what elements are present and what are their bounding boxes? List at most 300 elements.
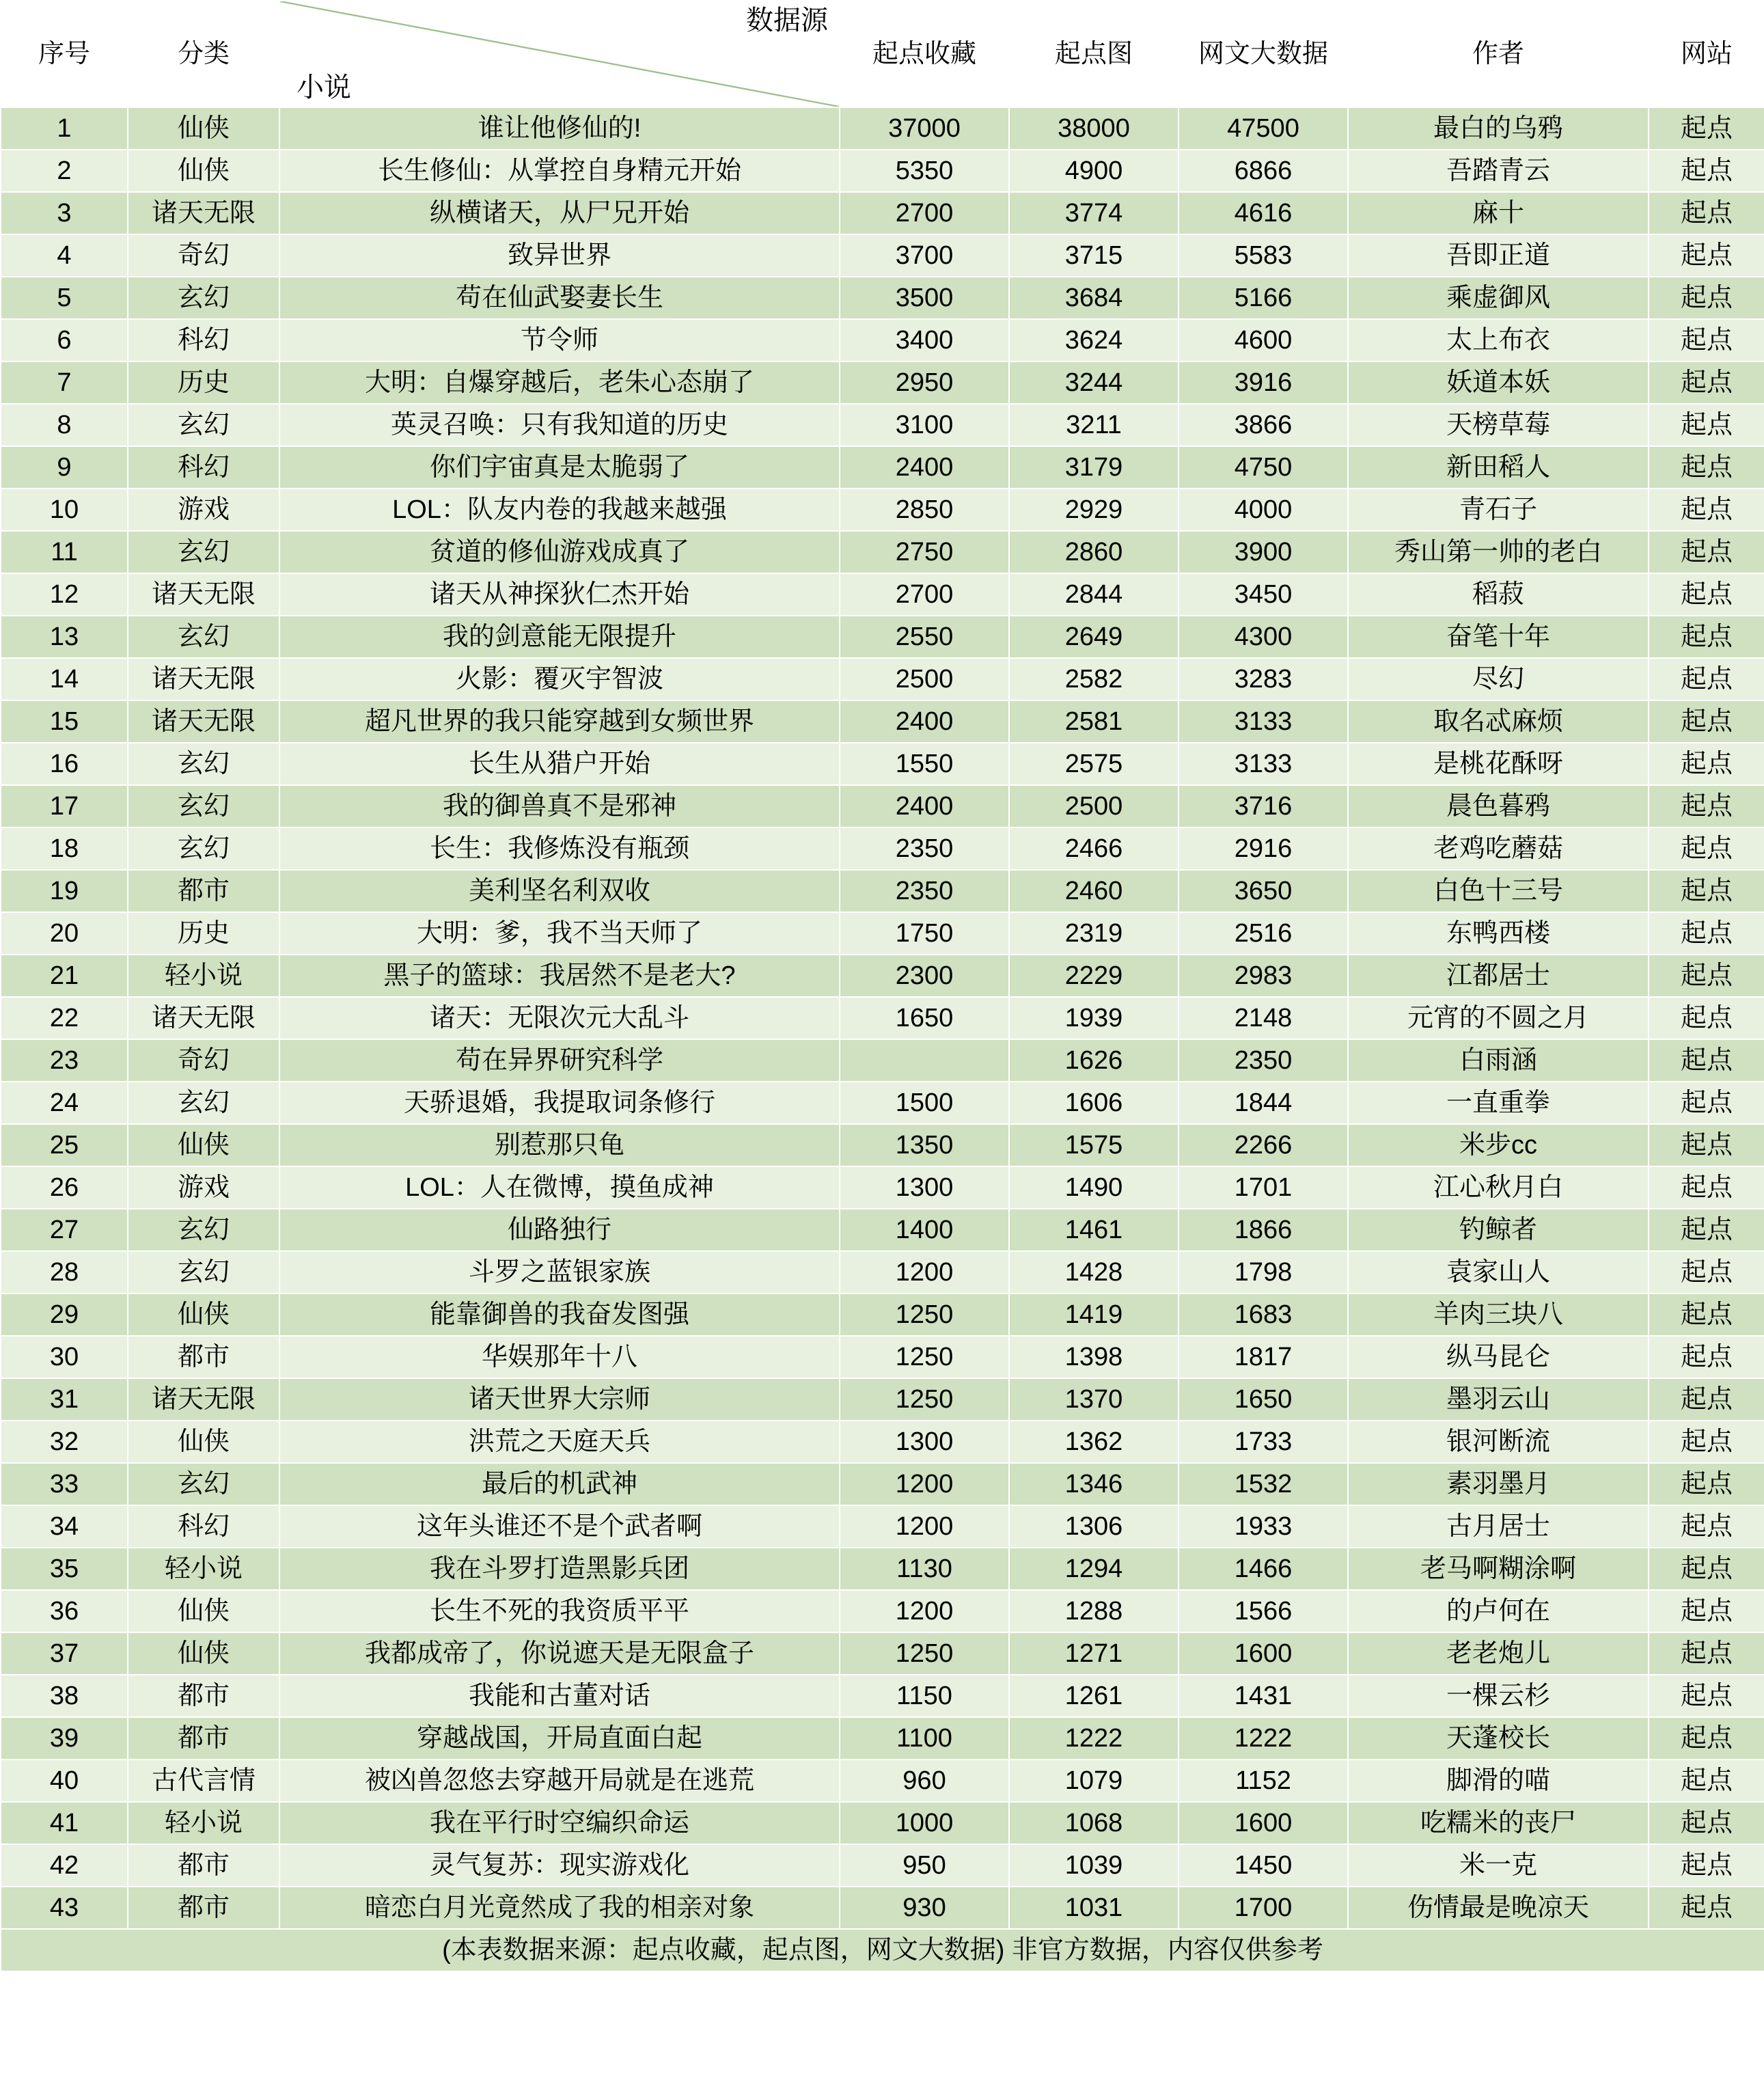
cell-author: 的卢何在: [1348, 1590, 1649, 1632]
cell-webnovel-bigdata: 1866: [1179, 1209, 1348, 1251]
cell-category: 仙侠: [128, 150, 279, 192]
cell-author: 取名忒麻烦: [1348, 700, 1649, 743]
cell-qidian-favorites: 1200: [840, 1251, 1009, 1293]
cell-qidian-chart: 2466: [1009, 827, 1179, 870]
cell-webnovel-bigdata: 2266: [1179, 1124, 1348, 1166]
table-row: [1, 1251, 1764, 1293]
cell-webnovel-bigdata: 1798: [1179, 1251, 1348, 1293]
cell-webnovel-bigdata: 3716: [1179, 785, 1348, 827]
cell-qidian-chart: 1031: [1009, 1887, 1179, 1929]
cell-author: 素羽墨月: [1348, 1463, 1649, 1505]
cell-novel-title: 最后的机武神: [279, 1463, 840, 1505]
cell-novel-title: 长生：我修炼没有瓶颈: [279, 827, 840, 870]
cell-index: 35: [1, 1548, 128, 1590]
cell-site: 起点: [1649, 1590, 1764, 1632]
cell-novel-title: 华娱那年十八: [279, 1336, 840, 1378]
header-source-label: 数据源: [746, 5, 828, 36]
cell-index: 1: [1, 107, 128, 150]
table-row: [1, 573, 1764, 616]
cell-webnovel-bigdata: 1701: [1179, 1166, 1348, 1209]
cell-qidian-chart: 4900: [1009, 150, 1179, 192]
cell-site: 起点: [1649, 573, 1764, 616]
column-header-index: 序号: [1, 1, 128, 107]
table-row: [1, 192, 1764, 234]
cell-category: 科幻: [128, 319, 279, 361]
cell-category: 玄幻: [128, 1082, 279, 1124]
cell-category: 古代言情: [128, 1759, 279, 1802]
cell-webnovel-bigdata: 4600: [1179, 319, 1348, 361]
table-row: [1, 361, 1764, 404]
cell-webnovel-bigdata: 1532: [1179, 1463, 1348, 1505]
header-novel-label: 小说: [297, 72, 351, 102]
cell-index: 7: [1, 361, 128, 404]
cell-author: 墨羽云山: [1348, 1378, 1649, 1421]
cell-novel-title: 诸天世界大宗师: [279, 1378, 840, 1421]
footer-row: [1, 1929, 1764, 1971]
cell-novel-title: 诸天从神探狄仁杰开始: [279, 573, 840, 616]
cell-site: 起点: [1649, 1421, 1764, 1463]
cell-qidian-chart: 3715: [1009, 234, 1179, 277]
cell-qidian-chart: 1370: [1009, 1378, 1179, 1421]
cell-qidian-favorites: 1750: [840, 912, 1009, 955]
cell-novel-title: 英灵召唤：只有我知道的历史: [279, 404, 840, 446]
cell-site: 起点: [1649, 1293, 1764, 1336]
cell-index: 37: [1, 1632, 128, 1675]
cell-qidian-favorites: 1250: [840, 1293, 1009, 1336]
cell-category: 科幻: [128, 446, 279, 489]
cell-novel-title: 我都成帝了，你说遮天是无限盒子: [279, 1632, 840, 1675]
table-row: [1, 1082, 1764, 1124]
cell-webnovel-bigdata: 1431: [1179, 1675, 1348, 1717]
table-row: [1, 1675, 1764, 1717]
cell-author: 米步cc: [1348, 1124, 1649, 1166]
cell-site: 起点: [1649, 1802, 1764, 1844]
table-row: [1, 1336, 1764, 1378]
cell-category: 都市: [128, 1717, 279, 1759]
cell-author: 太上布衣: [1348, 319, 1649, 361]
cell-author: 尽幻: [1348, 658, 1649, 700]
cell-category: 仙侠: [128, 1590, 279, 1632]
cell-novel-title: 被凶兽忽悠去穿越开局就是在逃荒: [279, 1759, 840, 1802]
cell-category: 仙侠: [128, 1632, 279, 1675]
cell-category: 诸天无限: [128, 1378, 279, 1421]
cell-webnovel-bigdata: 1566: [1179, 1590, 1348, 1632]
cell-novel-title: 洪荒之天庭天兵: [279, 1421, 840, 1463]
cell-site: 起点: [1649, 1166, 1764, 1209]
cell-index: 27: [1, 1209, 128, 1251]
cell-index: 38: [1, 1675, 128, 1717]
cell-category: 玄幻: [128, 616, 279, 658]
cell-novel-title: 黑子的篮球：我居然不是老大?: [279, 955, 840, 997]
cell-qidian-favorites: 37000: [840, 107, 1009, 150]
cell-qidian-favorites: 1250: [840, 1336, 1009, 1378]
cell-index: 23: [1, 1039, 128, 1082]
cell-site: 起点: [1649, 955, 1764, 997]
cell-site: 起点: [1649, 1209, 1764, 1251]
cell-webnovel-bigdata: 2983: [1179, 955, 1348, 997]
cell-novel-title: 纵横诸天，从尸兄开始: [279, 192, 840, 234]
cell-author: 脚滑的喵: [1348, 1759, 1649, 1802]
cell-qidian-chart: 2860: [1009, 531, 1179, 573]
cell-author: 老马啊糊涂啊: [1348, 1548, 1649, 1590]
cell-qidian-favorites: 5350: [840, 150, 1009, 192]
cell-webnovel-bigdata: 4616: [1179, 192, 1348, 234]
cell-qidian-favorites: 2950: [840, 361, 1009, 404]
table-footer: [1, 1929, 1764, 1971]
table-row: [1, 785, 1764, 827]
cell-novel-title: 斗罗之蓝银家族: [279, 1251, 840, 1293]
column-header-author: 作者: [1348, 1, 1649, 107]
cell-qidian-chart: 2581: [1009, 700, 1179, 743]
cell-webnovel-bigdata: 1466: [1179, 1548, 1348, 1590]
cell-qidian-favorites: 3500: [840, 277, 1009, 319]
cell-webnovel-bigdata: 4000: [1179, 489, 1348, 531]
header-row: [1, 1, 1764, 107]
cell-qidian-chart: 1398: [1009, 1336, 1179, 1378]
cell-novel-title: 我能和古董对话: [279, 1675, 840, 1717]
cell-novel-title: 能靠御兽的我奋发图强: [279, 1293, 840, 1336]
cell-qidian-chart: 1079: [1009, 1759, 1179, 1802]
cell-webnovel-bigdata: 1152: [1179, 1759, 1348, 1802]
cell-author: 白色十三号: [1348, 870, 1649, 912]
table-row: [1, 658, 1764, 700]
cell-novel-title: 大明：自爆穿越后，老朱心态崩了: [279, 361, 840, 404]
cell-novel-title: 贫道的修仙游戏成真了: [279, 531, 840, 573]
table-row: [1, 1632, 1764, 1675]
cell-site: 起点: [1649, 489, 1764, 531]
cell-author: 白雨涵: [1348, 1039, 1649, 1082]
cell-novel-title: 超凡世界的我只能穿越到女频世界: [279, 700, 840, 743]
cell-site: 起点: [1649, 192, 1764, 234]
cell-novel-title: 苟在异界研究科学: [279, 1039, 840, 1082]
cell-qidian-favorites: 950: [840, 1844, 1009, 1887]
cell-author: 麻十: [1348, 192, 1649, 234]
cell-index: 26: [1, 1166, 128, 1209]
cell-webnovel-bigdata: 1600: [1179, 1802, 1348, 1844]
cell-qidian-chart: 2500: [1009, 785, 1179, 827]
cell-novel-title: 暗恋白月光竟然成了我的相亲对象: [279, 1887, 840, 1929]
cell-qidian-favorites: 2400: [840, 446, 1009, 489]
cell-category: 轻小说: [128, 1802, 279, 1844]
table-row: [1, 319, 1764, 361]
cell-qidian-chart: 1419: [1009, 1293, 1179, 1336]
cell-qidian-chart: 2649: [1009, 616, 1179, 658]
cell-category: 诸天无限: [128, 573, 279, 616]
cell-index: 11: [1, 531, 128, 573]
cell-qidian-chart: 2582: [1009, 658, 1179, 700]
cell-site: 起点: [1649, 1378, 1764, 1421]
cell-index: 21: [1, 955, 128, 997]
table-row: [1, 870, 1764, 912]
table-row: [1, 955, 1764, 997]
cell-qidian-favorites: 3400: [840, 319, 1009, 361]
cell-qidian-chart: 1288: [1009, 1590, 1179, 1632]
cell-author: 新田稻人: [1348, 446, 1649, 489]
table-row: [1, 1378, 1764, 1421]
table-row: [1, 1209, 1764, 1251]
cell-qidian-favorites: 1100: [840, 1717, 1009, 1759]
cell-index: 16: [1, 743, 128, 785]
cell-novel-title: 节令师: [279, 319, 840, 361]
table-row: [1, 531, 1764, 573]
cell-qidian-favorites: 3100: [840, 404, 1009, 446]
cell-category: 诸天无限: [128, 700, 279, 743]
cell-author: 吾踏青云: [1348, 150, 1649, 192]
cell-novel-title: 我的御兽真不是邪神: [279, 785, 840, 827]
cell-category: 历史: [128, 361, 279, 404]
cell-index: 29: [1, 1293, 128, 1336]
cell-category: 历史: [128, 912, 279, 955]
cell-novel-title: 致异世界: [279, 234, 840, 277]
cell-novel-title: 天骄退婚，我提取词条修行: [279, 1082, 840, 1124]
cell-novel-title: 火影：覆灭宇智波: [279, 658, 840, 700]
column-header-qidian-chart: 起点图: [1009, 1, 1179, 107]
cell-qidian-chart: 2929: [1009, 489, 1179, 531]
cell-category: 都市: [128, 1675, 279, 1717]
cell-site: 起点: [1649, 785, 1764, 827]
cell-qidian-chart: 1490: [1009, 1166, 1179, 1209]
table-row: [1, 1293, 1764, 1336]
cell-author: 吾即正道: [1348, 234, 1649, 277]
cell-category: 玄幻: [128, 785, 279, 827]
cell-webnovel-bigdata: 3650: [1179, 870, 1348, 912]
cell-index: 31: [1, 1378, 128, 1421]
cell-category: 玄幻: [128, 1463, 279, 1505]
cell-qidian-favorites: 1250: [840, 1632, 1009, 1675]
cell-site: 起点: [1649, 1505, 1764, 1548]
table-row: [1, 234, 1764, 277]
cell-category: 玄幻: [128, 404, 279, 446]
cell-author: 老老炮儿: [1348, 1632, 1649, 1675]
cell-qidian-favorites: 3700: [840, 234, 1009, 277]
cell-category: 科幻: [128, 1505, 279, 1548]
cell-category: 轻小说: [128, 1548, 279, 1590]
cell-category: 游戏: [128, 1166, 279, 1209]
cell-author: 老鸡吃蘑菇: [1348, 827, 1649, 870]
cell-index: 19: [1, 870, 128, 912]
cell-category: 玄幻: [128, 1251, 279, 1293]
cell-qidian-chart: 1461: [1009, 1209, 1179, 1251]
cell-webnovel-bigdata: 3916: [1179, 361, 1348, 404]
cell-webnovel-bigdata: 3450: [1179, 573, 1348, 616]
cell-webnovel-bigdata: 3133: [1179, 700, 1348, 743]
cell-index: 15: [1, 700, 128, 743]
cell-qidian-favorites: 1650: [840, 997, 1009, 1039]
cell-webnovel-bigdata: 1650: [1179, 1378, 1348, 1421]
table-row: [1, 1421, 1764, 1463]
cell-category: 诸天无限: [128, 658, 279, 700]
cell-author: 伤情最是晚凉天: [1348, 1887, 1649, 1929]
cell-index: 20: [1, 912, 128, 955]
cell-site: 起点: [1649, 1336, 1764, 1378]
table-row: [1, 446, 1764, 489]
cell-author: 奋笔十年: [1348, 616, 1649, 658]
cell-site: 起点: [1649, 1844, 1764, 1887]
cell-webnovel-bigdata: 1222: [1179, 1717, 1348, 1759]
cell-qidian-chart: 2844: [1009, 573, 1179, 616]
table-row: [1, 1844, 1764, 1887]
cell-index: 10: [1, 489, 128, 531]
cell-author: 晨色暮鸦: [1348, 785, 1649, 827]
column-header-webnovel-bigdata: 网文大数据: [1179, 1, 1348, 107]
table-row: [1, 1039, 1764, 1082]
cell-author: 米一克: [1348, 1844, 1649, 1887]
cell-qidian-favorites: 1300: [840, 1421, 1009, 1463]
cell-webnovel-bigdata: 2350: [1179, 1039, 1348, 1082]
cell-qidian-favorites: 1550: [840, 743, 1009, 785]
cell-qidian-chart: 1039: [1009, 1844, 1179, 1887]
cell-index: 28: [1, 1251, 128, 1293]
cell-webnovel-bigdata: 1733: [1179, 1421, 1348, 1463]
cell-qidian-chart: 1261: [1009, 1675, 1179, 1717]
cell-author: 纵马昆仑: [1348, 1336, 1649, 1378]
cell-author: 江心秋月白: [1348, 1166, 1649, 1209]
cell-site: 起点: [1649, 150, 1764, 192]
cell-qidian-chart: 1346: [1009, 1463, 1179, 1505]
cell-qidian-chart: 1306: [1009, 1505, 1179, 1548]
cell-qidian-favorites: 1200: [840, 1463, 1009, 1505]
table-row: [1, 1124, 1764, 1166]
cell-qidian-chart: 1271: [1009, 1632, 1179, 1675]
cell-site: 起点: [1649, 319, 1764, 361]
cell-qidian-favorites: 2550: [840, 616, 1009, 658]
cell-qidian-favorites: 1000: [840, 1802, 1009, 1844]
cell-site: 起点: [1649, 531, 1764, 573]
cell-index: 4: [1, 234, 128, 277]
cell-author: 银河断流: [1348, 1421, 1649, 1463]
cell-novel-title: 长生从猎户开始: [279, 743, 840, 785]
cell-index: 9: [1, 446, 128, 489]
table-row: [1, 1590, 1764, 1632]
cell-qidian-favorites: 2700: [840, 192, 1009, 234]
table-row: [1, 1548, 1764, 1590]
cell-webnovel-bigdata: 4750: [1179, 446, 1348, 489]
cell-qidian-chart: 2229: [1009, 955, 1179, 997]
cell-category: 诸天无限: [128, 997, 279, 1039]
cell-novel-title: LOL：队友内卷的我越来越强: [279, 489, 840, 531]
cell-index: 34: [1, 1505, 128, 1548]
cell-webnovel-bigdata: 4300: [1179, 616, 1348, 658]
cell-qidian-chart: 3774: [1009, 192, 1179, 234]
cell-webnovel-bigdata: 1450: [1179, 1844, 1348, 1887]
cell-qidian-chart: 1626: [1009, 1039, 1179, 1082]
cell-index: 17: [1, 785, 128, 827]
table-row: [1, 1166, 1764, 1209]
cell-index: 25: [1, 1124, 128, 1166]
cell-novel-title: 长生不死的我资质平平: [279, 1590, 840, 1632]
cell-author: 天蓬校长: [1348, 1717, 1649, 1759]
cell-site: 起点: [1649, 1251, 1764, 1293]
cell-index: 13: [1, 616, 128, 658]
cell-index: 8: [1, 404, 128, 446]
cell-category: 玄幻: [128, 1209, 279, 1251]
cell-index: 22: [1, 997, 128, 1039]
cell-novel-title: 仙路独行: [279, 1209, 840, 1251]
table-row: [1, 1463, 1764, 1505]
cell-author: 古月居士: [1348, 1505, 1649, 1548]
cell-site: 起点: [1649, 1548, 1764, 1590]
cell-author: 一棵云杉: [1348, 1675, 1649, 1717]
header-corner-split-cell: [279, 1, 840, 107]
cell-author: 元宵的不圆之月: [1348, 997, 1649, 1039]
cell-webnovel-bigdata: 2916: [1179, 827, 1348, 870]
cell-site: 起点: [1649, 1887, 1764, 1929]
table-header: [1, 1, 1764, 107]
cell-author: 青石子: [1348, 489, 1649, 531]
cell-novel-title: 美利坚名利双收: [279, 870, 840, 912]
table-row: [1, 489, 1764, 531]
cell-qidian-chart: 1575: [1009, 1124, 1179, 1166]
cell-category: 仙侠: [128, 1421, 279, 1463]
cell-site: 起点: [1649, 870, 1764, 912]
cell-site: 起点: [1649, 1463, 1764, 1505]
cell-qidian-chart: 1362: [1009, 1421, 1179, 1463]
cell-novel-title: 我在平行时空编织命运: [279, 1802, 840, 1844]
cell-qidian-chart: 3211: [1009, 404, 1179, 446]
cell-qidian-chart: 1068: [1009, 1802, 1179, 1844]
cell-webnovel-bigdata: 1683: [1179, 1293, 1348, 1336]
cell-index: 36: [1, 1590, 128, 1632]
cell-webnovel-bigdata: 5166: [1179, 277, 1348, 319]
cell-novel-title: 灵气复苏：现实游戏化: [279, 1844, 840, 1887]
cell-webnovel-bigdata: 3866: [1179, 404, 1348, 446]
cell-site: 起点: [1649, 234, 1764, 277]
cell-qidian-favorites: 1200: [840, 1505, 1009, 1548]
cell-category: 都市: [128, 870, 279, 912]
cell-webnovel-bigdata: 1844: [1179, 1082, 1348, 1124]
cell-qidian-favorites: 930: [840, 1887, 1009, 1929]
cell-qidian-favorites: 1350: [840, 1124, 1009, 1166]
cell-index: 43: [1, 1887, 128, 1929]
cell-webnovel-bigdata: 3283: [1179, 658, 1348, 700]
cell-qidian-favorites: 1250: [840, 1378, 1009, 1421]
cell-site: 起点: [1649, 1082, 1764, 1124]
table-row: [1, 277, 1764, 319]
cell-qidian-favorites: 2500: [840, 658, 1009, 700]
cell-category: 诸天无限: [128, 192, 279, 234]
cell-qidian-favorites: 1300: [840, 1166, 1009, 1209]
cell-site: 起点: [1649, 107, 1764, 150]
cell-novel-title: 苟在仙武娶妻长生: [279, 277, 840, 319]
cell-site: 起点: [1649, 1759, 1764, 1802]
cell-site: 起点: [1649, 446, 1764, 489]
cell-qidian-favorites: 2350: [840, 827, 1009, 870]
cell-qidian-favorites: 1130: [840, 1548, 1009, 1590]
column-header-qidian-favorites: 起点收藏: [840, 1, 1009, 107]
cell-index: 6: [1, 319, 128, 361]
cell-qidian-chart: 1428: [1009, 1251, 1179, 1293]
table-row: [1, 1759, 1764, 1802]
cell-site: 起点: [1649, 361, 1764, 404]
cell-novel-title: LOL：人在微博，摸鱼成神: [279, 1166, 840, 1209]
cell-qidian-favorites: [840, 1039, 1009, 1082]
cell-webnovel-bigdata: 1933: [1179, 1505, 1348, 1548]
table-row: [1, 616, 1764, 658]
cell-qidian-chart: 1222: [1009, 1717, 1179, 1759]
cell-novel-title: 你们宇宙真是太脆弱了: [279, 446, 840, 489]
cell-webnovel-bigdata: 1600: [1179, 1632, 1348, 1675]
cell-site: 起点: [1649, 404, 1764, 446]
table-row: [1, 1802, 1764, 1844]
cell-novel-title: 别惹那只龟: [279, 1124, 840, 1166]
cell-qidian-chart: 2319: [1009, 912, 1179, 955]
table-body: [1, 107, 1764, 1929]
cell-site: 起点: [1649, 1675, 1764, 1717]
cell-index: 5: [1, 277, 128, 319]
table-row: [1, 1505, 1764, 1548]
cell-category: 玄幻: [128, 277, 279, 319]
cell-novel-title: 谁让他修仙的!: [279, 107, 840, 150]
